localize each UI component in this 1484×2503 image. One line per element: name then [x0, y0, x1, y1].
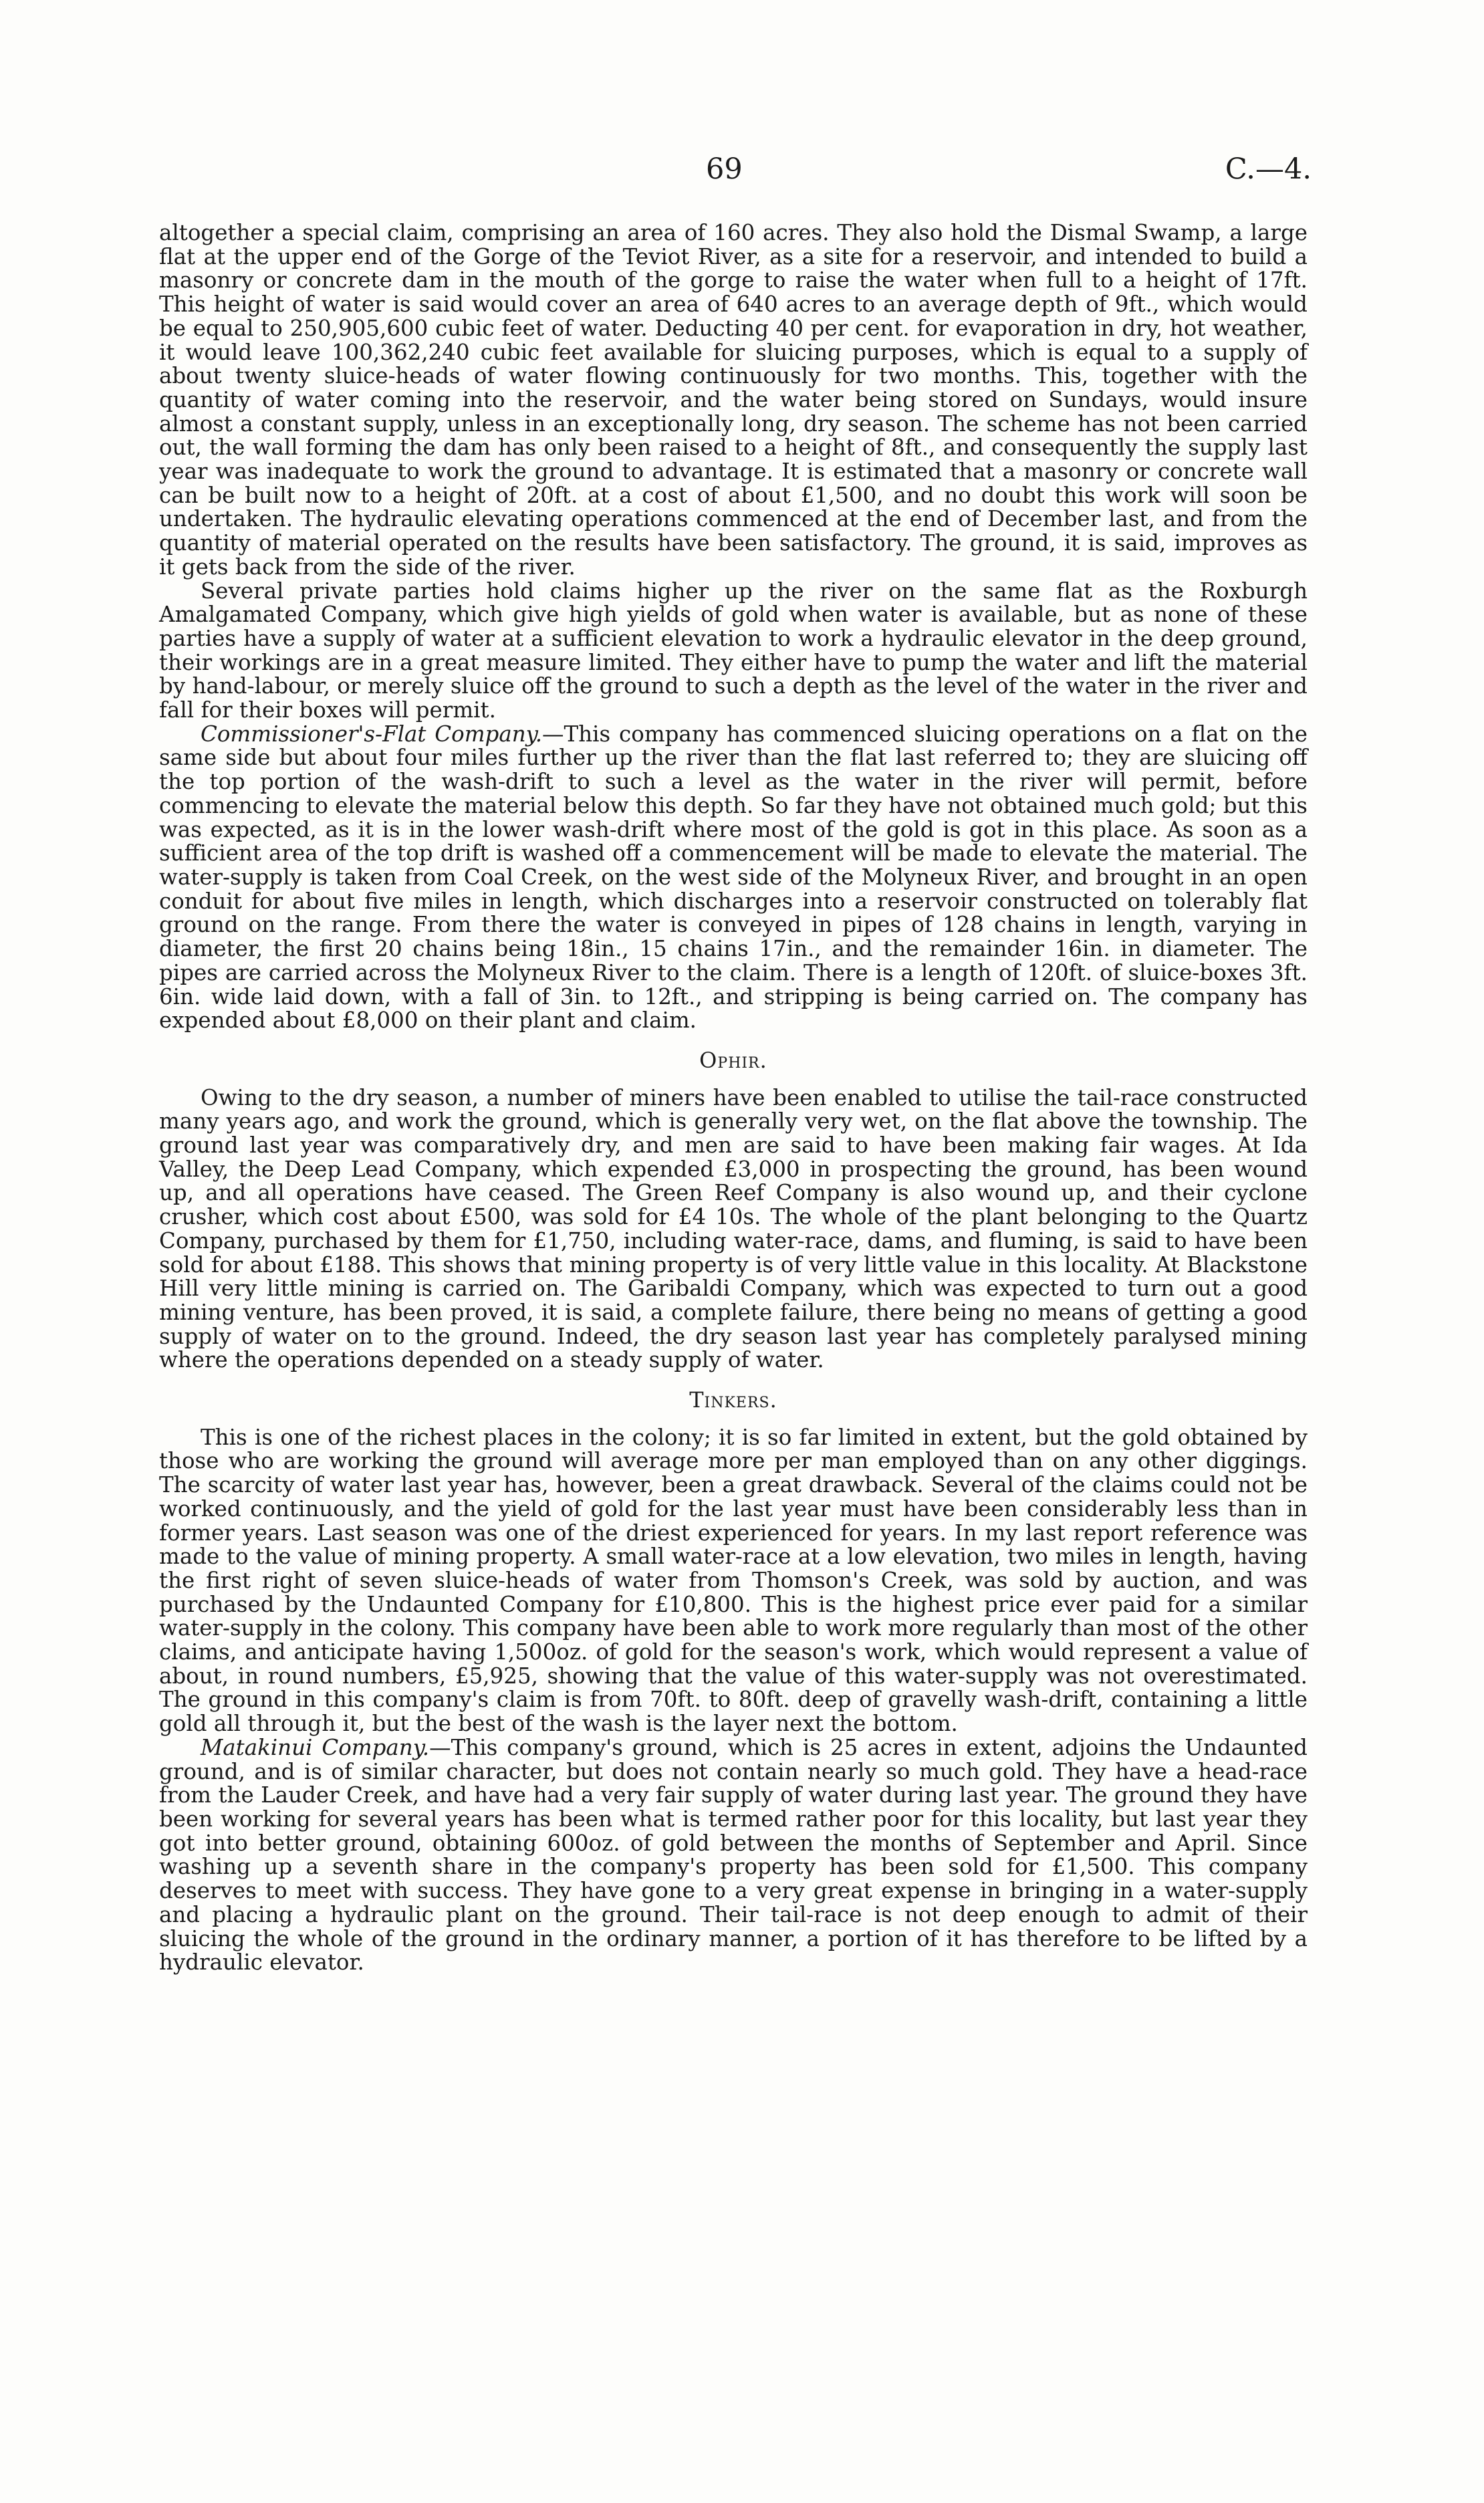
page-header: [0, 152, 1484, 199]
page-number: 69: [706, 152, 743, 186]
paragraph-private-parties: Several private parties hold claims higher up the river on the same flat as the Roxburgh Amalgamated Company, which give high yields of gold when water is available, but as none of these parties have a supply of water at a sufficient elevation to work a hydraulic elevator in the deep ground, their workings are in a great measure limited. They either have to pump the water and lift the material by hand-labour, or merely sluice off the ground to such a depth as the level of the water in the river and fall for their boxes will permit.: [159, 578, 1308, 723]
paragraph-reservoir: altogether a special claim, comprising an area of 160 acres. They also hold the Dismal Swamp, a large flat at the upper end of the Gorge of the Teviot River, as a site for a reservoir, and intended to build a masonry or concrete dam in the mouth of the gorge to raise the water when full to a height of 17ft. This height of water is said would cover an area of 640 acres to an average depth of 9ft., which would be equal to 250,905,600 cubic feet of water. Deducting 40 per cent. for evaporation in dry, hot weather, it would leave 100,362,240 cubic feet available for sluicing purposes, which is equal to a supply of about twenty sluice-heads of water flowing continuously for two months. This, together with the quantity of water coming into the reservoir, and the water being stored on Sundays, would insure almost a constant supply, unless in an exceptionally long, dry season. The scheme has not been carried out, the wall forming the dam has only been raised to a height of 8ft., and consequently the supply last year was inadequate to work the ground to advantage. It is estimated that a masonry or concrete wall can be built now to a height of 20ft. at a cost of about £1,500, and no doubt this work will soon be undertaken. The hydraulic elevating operations commenced at the end of December last, and from the quantity of material operated on the results have been satisfactory. The ground, it is said, improves as it gets back from the side of the river.: [159, 220, 1308, 580]
document-reference: C.—4.: [1225, 152, 1312, 186]
paragraph-matakinui: [159, 1736, 1308, 1975]
company-name-matakinui: Matakinui Company.: [201, 1734, 430, 1760]
paragraph-commissioners-flat-text: —This company has commenced sluicing operations on a flat on the same side but about four miles further up the river than the flat last referred to; they are sluicing off the top portion of the wash-drift to such a level as the water in the river will permit, before commencing to elevate the material below this depth. So far they have not obtained much gold; but this was expected, as it is in the lower wash-drift where most of the gold is got in this place. As soon as a sufficient area of the top drift is washed off a commencement will be made to elevate the material. The water-supply is taken from Coal Creek, on the west side of the Molyneux River, and brought in an open conduit for about five miles in length, which discharges into a reservoir constructed on tolerably flat ground on the range. From there the water is conveyed in pipes of 128 chains in length, varying in diameter, the first 20 chains being 18in., 15 chains 17in., and the remainder 16in. in diameter. The pipes are carried across the Molyneux River to the claim. There is a length of 120ft. of sluice-boxes 3ft. 6in. wide laid down, with a fall of 3in. to 12ft., and stripping is being carried on. The company has expended about £8,000 on their plant and claim.: [159, 721, 1308, 1034]
paragraph-tinkers: This is one of the richest places in the colony; it is so far limited in extent, but the gold obtained by those who are working the ground will average more per man employed than on any other diggings. The scarcity of water last year has, however, been a great drawback. Several of the claims could not be worked continuously, and the yield of gold for the last year must have been considerably less than in former years. Last season was one of the driest experienced for years. In my last report reference was made to the value of mining property. A small water-race at a low elevation, two miles in length, having the first right of seven sluice-heads of water from Thomson's Creek, was sold by auction, and was purchased by the Undaunted Company for £10,800. This is the highest price ever paid for a similar water-supply in the colony. This company have been able to work more regularly than most of the other claims, and anticipate having 1,500oz. of gold for the season's work, which would represent a value of about, in round numbers, £5,925, showing that the value of this water-supply was not overestimated. The ground in this company's claim is from 70ft. to 80ft. deep of gravelly wash-drift, containing a little gold all through it, but the best of the wash is the layer next the bottom.: [159, 1424, 1308, 1737]
paragraph-matakinui-text: —This company's ground, which is 25 acres in extent, adjoins the Undaunted ground, and is of similar character, but does not contain nearly so much gold. They have a head-race from the Lauder Creek, and have had a very fair supply of water during last year. The ground they have been working for several years has been what is termed rather poor for this locality, but last year they got into better ground, obtaining 600oz. of gold between the months of September and April. Since washing up a seventh share in the company's property has been sold for £1,500. This company deserves to meet with success. They have gone to a very great expense in bringing in a water-supply and placing a hydraulic plant on the ground. Their tail-race is not deep enough to admit of their sluicing the whole of the ground in the ordinary manner, a portion of it has therefore to be lifted by a hydraulic elevator.: [159, 1734, 1308, 1976]
section-heading-ophir: Ophir.: [699, 1047, 767, 1073]
company-name-commissioners-flat: Commissioner's-Flat Company.: [201, 721, 543, 747]
body-text: [159, 221, 1308, 1975]
section-heading-tinkers: Tinkers.: [689, 1387, 777, 1413]
paragraph-ophir: Owing to the dry season, a number of miners have been enabled to utilise the tail-race constructed many years ago, and work the ground, which is generally very wet, on the flat above the township. The ground last year was comparatively dry, and men are said to have been making fair wages. At Ida Valley, the Deep Lead Company, which expended £3,000 in prospecting the ground, has been wound up, and all operations have ceased. The Green Reef Company is also wound up, and their cyclone crusher, which cost about £500, was sold for £4 10s. The whole of the plant belonging to the Quartz Company, purchased by them for £1,750, including water-race, dams, and fluming, is said to have been sold for about £188. This shows that mining property is of very little value in this locality. At Blackstone Hill very little mining is carried on. The Garibaldi Company, which was expected to turn out a good mining venture, has been proved, it is said, a complete failure, there being no means of getting a good supply of water on to the ground. Indeed, the dry season last year has completely paralysed mining where the operations depended on a steady supply of water.: [159, 1084, 1308, 1373]
paragraph-commissioners-flat: [159, 723, 1308, 1033]
